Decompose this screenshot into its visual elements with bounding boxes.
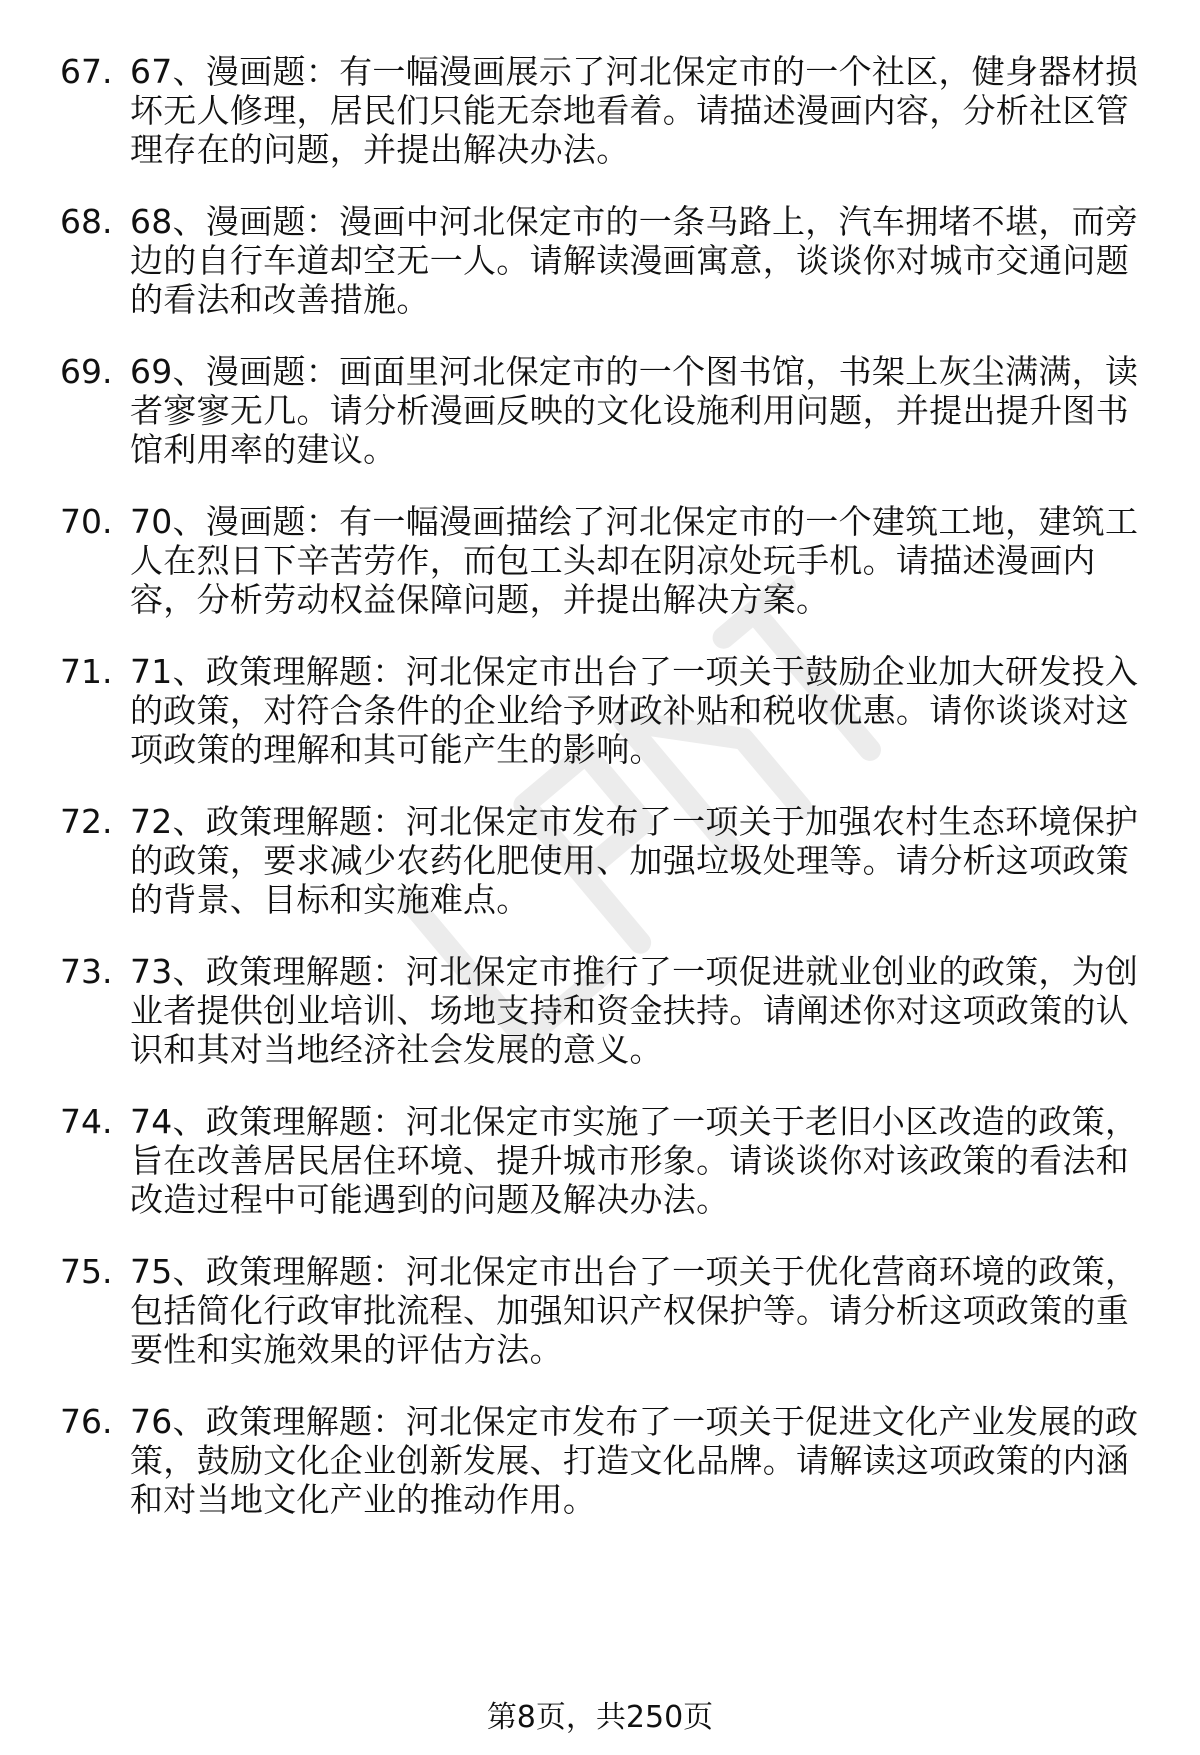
question-list: [60, 52, 1150, 1552]
question-number: 73.: [60, 952, 113, 991]
question-text: 72、政策理解题：河北保定市发布了一项关于加强农村生态环境保护的政策，要求减少农药化肥使用、加强垃圾处理等。请分析这项政策的背景、目标和实施难点。: [130, 802, 1139, 919]
question-text: 70、漫画题：有一幅漫画描绘了河北保定市的一个建筑工地，建筑工人在烈日下辛苦劳作，而包工头却在阴凉处玩手机。请描述漫画内容，分析劳动权益保障问题，并提出解决方案。: [130, 502, 1139, 619]
question-text: 68、漫画题：漫画中河北保定市的一条马路上，汽车拥堵不堪，而旁边的自行车道却空无一人。请解读漫画寓意，谈谈你对城市交通问题的看法和改善措施。: [130, 202, 1139, 319]
question-number: 74.: [60, 1102, 113, 1141]
question-text: 69、漫画题：画面里河北保定市的一个图书馆，书架上灰尘满满，读者寥寥无几。请分析漫画反映的文化设施利用问题，并提出提升图书馆利用率的建议。: [130, 352, 1139, 469]
question-item: [60, 1402, 1150, 1519]
question-number: 69.: [60, 352, 113, 391]
question-item: [60, 1102, 1150, 1219]
question-text: 76、政策理解题：河北保定市发布了一项关于促进文化产业发展的政策，鼓励文化企业创新发展、打造文化品牌。请解读这项政策的内涵和对当地文化产业的推动作用。: [130, 1402, 1139, 1519]
question-number: 70.: [60, 502, 113, 541]
question-number: 67.: [60, 52, 113, 91]
question-text: 74、政策理解题：河北保定市实施了一项关于老旧小区改造的政策，旨在改善居民居住环境、提升城市形象。请谈谈你对该政策的看法和改造过程中可能遇到的问题及解决办法。: [130, 1102, 1139, 1219]
question-item: [60, 952, 1150, 1069]
question-text: 71、政策理解题：河北保定市出台了一项关于鼓励企业加大研发投入的政策，对符合条件的企业给予财政补贴和税收优惠。请你谈谈对这项政策的理解和其可能产生的影响。: [130, 652, 1139, 769]
question-number: 76.: [60, 1402, 113, 1441]
question-item: [60, 652, 1150, 769]
question-item: [60, 502, 1150, 619]
question-number: 75.: [60, 1252, 113, 1291]
question-item: [60, 1252, 1150, 1369]
question-item: [60, 202, 1150, 319]
question-item: [60, 802, 1150, 919]
question-number: 72.: [60, 802, 113, 841]
question-item: [60, 352, 1150, 469]
question-number: 68.: [60, 202, 113, 241]
question-text: 67、漫画题：有一幅漫画展示了河北保定市的一个社区，健身器材损坏无人修理，居民们只能无奈地看着。请描述漫画内容，分析社区管理存在的问题，并提出解决办法。: [130, 52, 1139, 169]
question-item: [60, 52, 1150, 169]
page-footer: 第8页，共250页: [486, 1700, 714, 1735]
question-text: 73、政策理解题：河北保定市推行了一项促进就业创业的政策，为创业者提供创业培训、场地支持和资金扶持。请阐述你对这项政策的认识和其对当地经济社会发展的意义。: [130, 952, 1139, 1069]
question-text: 75、政策理解题：河北保定市出台了一项关于优化营商环境的政策，包括简化行政审批流程、加强知识产权保护等。请分析这项政策的重要性和实施效果的评估方法。: [130, 1252, 1139, 1369]
question-number: 71.: [60, 652, 113, 691]
